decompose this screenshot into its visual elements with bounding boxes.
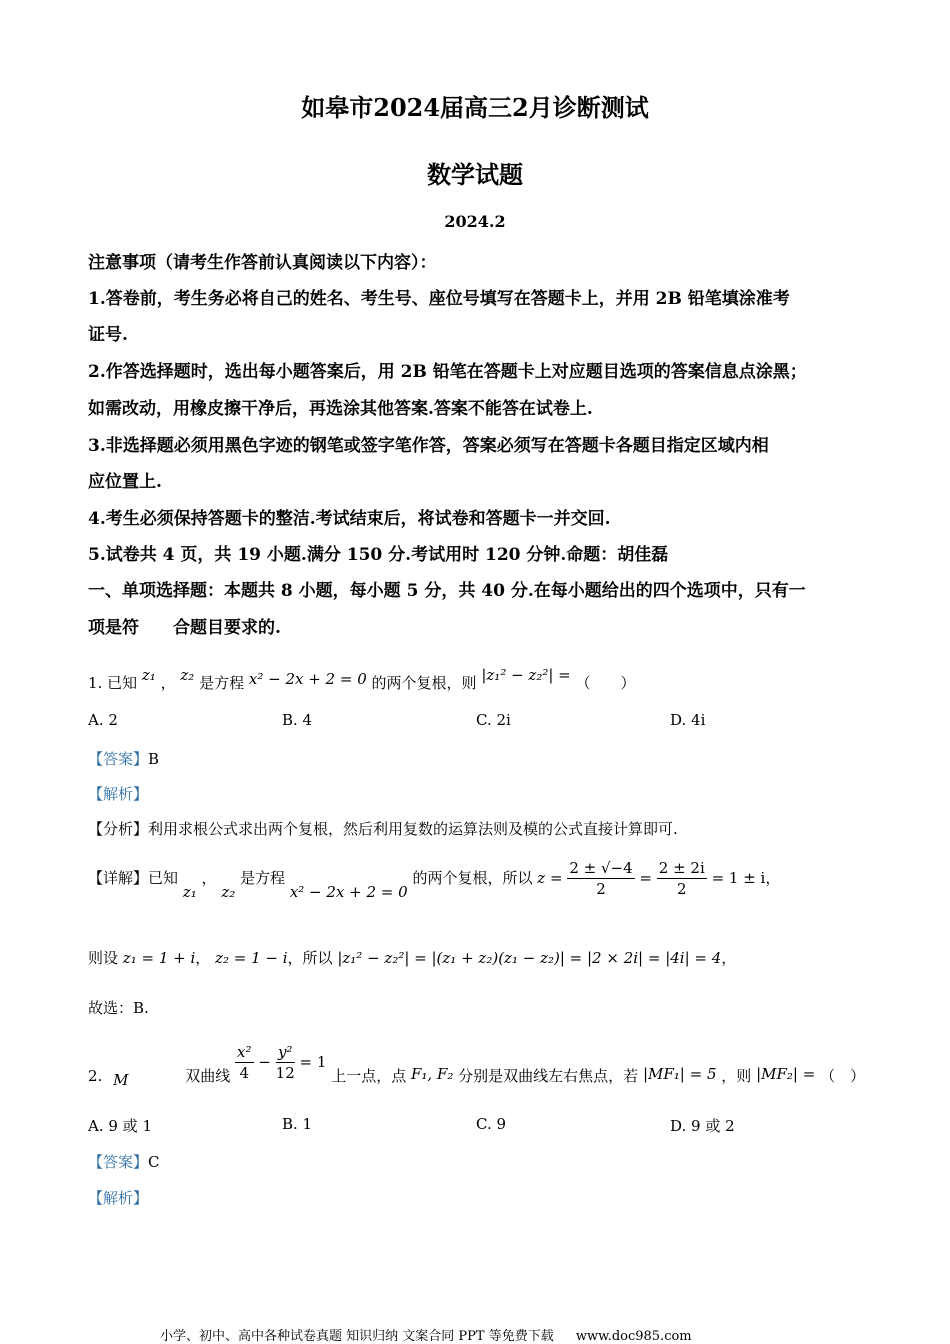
q1-fraction-2-den: 2 (677, 880, 687, 898)
q1-option-a: A. 2 (88, 711, 118, 729)
q2-foci: F₁, F₂ (411, 1064, 454, 1083)
q2-fraction-a-num: x² (237, 1043, 252, 1061)
q1-detail-z2: z₂ (221, 882, 236, 901)
q1-line2-b: ，所以 (287, 949, 333, 967)
exam-date: 2024.2 (444, 212, 506, 231)
q2-answer-tag: 【答案】 (88, 1153, 149, 1171)
q1-detail-line-1 (88, 858, 780, 899)
footer (160, 1325, 692, 1344)
notice-item-5: 5.试卷共 4 页，共 19 小题.满分 150 分.考试用时 120 分钟.命题：胡佳磊 (88, 545, 669, 565)
q1-detail-equation: x² − 2x + 2 = 0 (289, 882, 408, 901)
q2-text-b: 上一点，点 (331, 1066, 407, 1085)
notice-item-4: 4.考生必须保持答题卡的整洁.考试结束后，将试卷和答题卡一并交回. (88, 509, 611, 529)
q1-comma: ， (160, 674, 176, 692)
q2-minus: − (258, 1052, 271, 1071)
q1-fraction-1 (567, 858, 634, 899)
notice-item-3-line-1: 3.非选择题必须用黑色字迹的钢笔或签字笔作答，答案必须写在答题卡各题目指定区域内相 (88, 436, 769, 456)
q2-stem (88, 1034, 866, 1089)
exam-title: 如皋市2024届高三2月诊断测试 (301, 93, 649, 122)
q1-paren: （ ） (575, 674, 636, 692)
section-1-line-1: 一、单项选择题：本题共 8 小题，每小题 5 分，共 40 分.在每小题给出的四个选项中，只有一 (88, 581, 806, 601)
q2-answer (88, 1151, 160, 1172)
q1-fenxi-text: 利用求根公式求出两个复根，然后利用复数的运算法则及模的公式直接计算即可. (148, 820, 678, 838)
q1-option-d: D. 4i (670, 711, 706, 729)
q1-fenxi (88, 818, 678, 839)
notice-item-2-line-1: 2.作答选择题时，选出每小题答案后，用 2B 铅笔在答题卡上对应题目选项的答案信息点涂黑； (88, 362, 807, 382)
q1-fraction-1-num: 2 ± √−4 (569, 859, 633, 877)
q2-text-d: ，则 (721, 1066, 752, 1085)
q1-answer-value: B (148, 750, 160, 768)
q1-eq-sign: = (639, 868, 652, 887)
q2-mf2: |MF₂| = (756, 1064, 816, 1083)
q1-mid: 是方程 (199, 674, 245, 692)
q1-detail-c: 的两个复根，所以 (412, 868, 533, 887)
notice-item-1-line-1: 1.答卷前，考生务必将自己的姓名、考生号、座位号填写在答题卡上，并用 2B 铅笔填涂准考 (88, 289, 790, 309)
q1-line2-a: 则设 (88, 949, 119, 967)
q1-prefix: 1. 已知 (88, 674, 138, 692)
notice-item-2-line-2: 如需改动，用橡皮擦干净后，再选涂其他答案.答案不能答在试卷上. (88, 399, 593, 419)
q2-text-a: 双曲线 (185, 1066, 231, 1085)
q2-fraction-a-den: 4 (239, 1064, 250, 1082)
q1-line2-z1: z₁ = 1 + i (122, 949, 196, 967)
q1-line2-z2: z₂ = 1 − i (215, 949, 288, 967)
q2-fraction-b-den: 12 (275, 1064, 295, 1082)
q1-detail-z1: z₁ (182, 882, 197, 901)
q2-answer-value: C (148, 1153, 160, 1171)
q1-fraction-2 (657, 858, 707, 899)
q1-detail-z-eq: z = (537, 868, 563, 887)
q1-expression: |z₁² − z₂²| = (481, 666, 571, 684)
q1-fraction-2-num: 2 ± 2i (658, 859, 705, 877)
q1-answer-tag: 【答案】 (88, 750, 149, 768)
q2-fraction-b (276, 1042, 295, 1083)
q1-stem (88, 666, 636, 693)
footer-text: 小学、初中、高中各种试卷真题 知识归纳 文案合同 PPT 等免费下载 (160, 1329, 554, 1344)
q1-analysis-tag: 【解析】 (88, 785, 149, 803)
q2-text-c: 分别是双曲线左右焦点，若 (458, 1066, 639, 1085)
section-1-line-2: 项是符 合题目要求的. (88, 618, 281, 638)
q1-detail-comma: ， (201, 868, 217, 887)
q1-line2-expression: |z₁² − z₂²| = |(z₁ + z₂)(z₁ − z₂)| = |2 × 2i| = |4i| = 4 (337, 949, 722, 967)
q2-option-a: A. 9 或 1 (88, 1117, 152, 1135)
q2-fraction-b-num: y² (276, 1042, 295, 1063)
q2-eq-one: = 1 (299, 1052, 327, 1071)
footer-url[interactable]: www.doc985.com (575, 1329, 692, 1344)
q1-answer (88, 748, 159, 769)
exam-subtitle: 数学试题 (427, 160, 523, 189)
q2-option-c: C. 9 (476, 1115, 507, 1133)
q1-fraction-1-den: 2 (596, 880, 606, 898)
notice-item-3-line-2: 应位置上. (88, 472, 162, 492)
q1-detail-result: = 1 ± i， (711, 868, 781, 887)
q1-fenxi-tag: 【分析】 (88, 820, 149, 838)
q2-point-m: M (113, 1070, 129, 1089)
q2-mf1: |MF₁| = 5 (642, 1064, 717, 1083)
notice-item-1-line-2: 证号. (88, 325, 128, 345)
q1-line2-end: ， (721, 949, 737, 967)
q2-paren: （ ） (820, 1066, 866, 1085)
q1-detail-b: 是方程 (240, 868, 286, 887)
q1-detail-tag: 【详解】 (88, 868, 149, 887)
q1-option-c: C. 2i (476, 711, 511, 729)
q2-analysis-tag: 【解析】 (88, 1189, 149, 1207)
q1-equation: x² − 2x + 2 = 0 (248, 670, 367, 688)
q2-option-b: B. 1 (282, 1115, 313, 1133)
q1-detail-a: 已知 (148, 868, 179, 887)
q2-number: 2. (88, 1066, 103, 1085)
q1-conclusion: 故选：B. (88, 999, 149, 1017)
q2-option-d: D. 9 或 2 (670, 1117, 735, 1135)
q1-z2: z₂ (180, 666, 195, 684)
notice-heading: 注意事项（请考生作答前认真阅读以下内容）： (88, 253, 437, 273)
q1-line2-sep: ， (195, 949, 211, 967)
q1-z1: z₁ (141, 666, 156, 684)
q1-detail-line-2 (88, 947, 736, 968)
q1-option-b: B. 4 (282, 711, 313, 729)
q1-suffix: 的两个复根，则 (371, 674, 477, 692)
q2-fraction-a (235, 1042, 253, 1083)
